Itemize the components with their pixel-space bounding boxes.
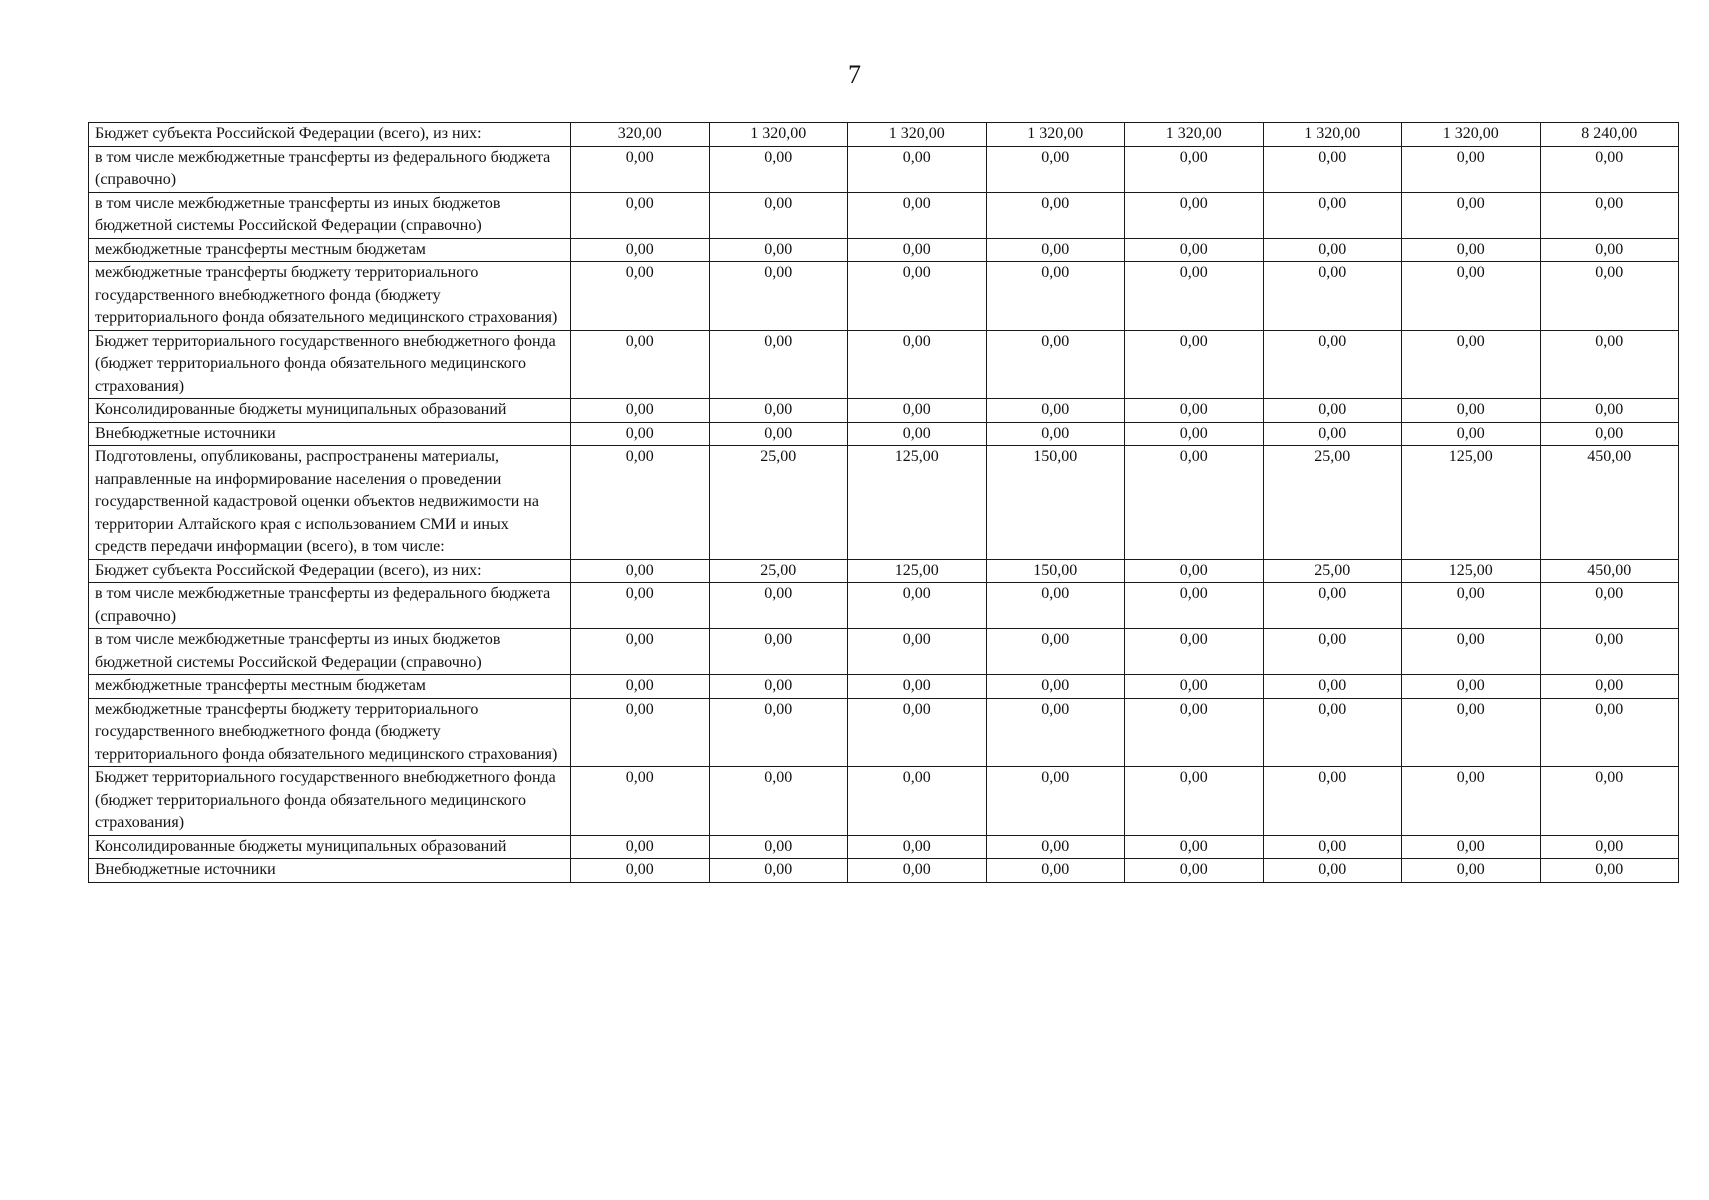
value-cell: 0,00 <box>571 262 710 331</box>
value-cell: 1 320,00 <box>1125 123 1264 147</box>
value-cell: 0,00 <box>571 675 710 699</box>
table-row <box>89 262 1679 331</box>
value-cell: 0,00 <box>986 698 1125 767</box>
value-cell: 0,00 <box>571 146 710 192</box>
value-cell: 0,00 <box>1263 238 1402 262</box>
value-cell: 0,00 <box>986 583 1125 629</box>
value-cell: 0,00 <box>848 629 987 675</box>
value-cell: 150,00 <box>986 559 1125 583</box>
value-cell: 0,00 <box>848 399 987 423</box>
value-cell: 0,00 <box>1540 698 1679 767</box>
row-label: Бюджет территориального государственного внебюджетного фонда (бюджет территориального фонда обязательного медицинского страхования) <box>89 767 571 836</box>
value-cell: 0,00 <box>1540 422 1679 446</box>
value-cell: 0,00 <box>1402 146 1541 192</box>
value-cell: 0,00 <box>848 859 987 883</box>
value-cell: 0,00 <box>1125 835 1264 859</box>
value-cell: 25,00 <box>1263 559 1402 583</box>
value-cell: 0,00 <box>1125 422 1264 446</box>
value-cell: 0,00 <box>1263 767 1402 836</box>
row-label: межбюджетные трансферты бюджету территориального государственного внебюджетного фонда (бюджету территориального фонда обязательного медицинского страхования) <box>89 262 571 331</box>
table-row <box>89 559 1679 583</box>
value-cell: 0,00 <box>1540 629 1679 675</box>
value-cell: 0,00 <box>986 767 1125 836</box>
row-label: межбюджетные трансферты бюджету территориального государственного внебюджетного фонда (бюджету территориального фонда обязательного медицинского страхования) <box>89 698 571 767</box>
table-row <box>89 238 1679 262</box>
value-cell: 1 320,00 <box>1402 123 1541 147</box>
table-row <box>89 192 1679 238</box>
value-cell: 25,00 <box>1263 446 1402 560</box>
value-cell: 0,00 <box>1402 835 1541 859</box>
value-cell: 0,00 <box>1125 583 1264 629</box>
value-cell: 25,00 <box>709 559 848 583</box>
value-cell: 0,00 <box>1263 399 1402 423</box>
value-cell: 0,00 <box>1540 262 1679 331</box>
value-cell: 0,00 <box>571 583 710 629</box>
value-cell: 0,00 <box>1402 859 1541 883</box>
value-cell: 0,00 <box>1263 675 1402 699</box>
table-row <box>89 698 1679 767</box>
value-cell: 125,00 <box>1402 446 1541 560</box>
table-row <box>89 123 1679 147</box>
value-cell: 0,00 <box>571 238 710 262</box>
value-cell: 1 320,00 <box>848 123 987 147</box>
value-cell: 0,00 <box>986 629 1125 675</box>
row-label: межбюджетные трансферты местным бюджетам <box>89 238 571 262</box>
value-cell: 0,00 <box>848 262 987 331</box>
value-cell: 0,00 <box>1125 698 1264 767</box>
value-cell: 0,00 <box>1540 583 1679 629</box>
value-cell: 0,00 <box>1402 262 1541 331</box>
value-cell: 0,00 <box>1540 399 1679 423</box>
value-cell: 0,00 <box>986 146 1125 192</box>
value-cell: 0,00 <box>571 559 710 583</box>
value-cell: 0,00 <box>1263 262 1402 331</box>
table-row <box>89 859 1679 883</box>
budget-table <box>88 122 1679 883</box>
value-cell: 0,00 <box>571 192 710 238</box>
value-cell: 125,00 <box>1402 559 1541 583</box>
value-cell: 1 320,00 <box>986 123 1125 147</box>
value-cell: 0,00 <box>986 192 1125 238</box>
value-cell: 0,00 <box>709 238 848 262</box>
value-cell: 0,00 <box>709 146 848 192</box>
value-cell: 0,00 <box>1540 238 1679 262</box>
value-cell: 0,00 <box>986 399 1125 423</box>
value-cell: 0,00 <box>1402 238 1541 262</box>
table-row <box>89 422 1679 446</box>
value-cell: 0,00 <box>1402 399 1541 423</box>
value-cell: 0,00 <box>986 238 1125 262</box>
row-label: Бюджет территориального государственного внебюджетного фонда (бюджет территориального фонда обязательного медицинского страхования) <box>89 330 571 399</box>
value-cell: 0,00 <box>571 698 710 767</box>
value-cell: 0,00 <box>1263 422 1402 446</box>
value-cell: 0,00 <box>709 675 848 699</box>
value-cell: 8 240,00 <box>1540 123 1679 147</box>
value-cell: 0,00 <box>571 835 710 859</box>
value-cell: 0,00 <box>1540 192 1679 238</box>
table-row <box>89 835 1679 859</box>
row-label: в том числе межбюджетные трансферты из иных бюджетов бюджетной системы Российской Федерации (справочно) <box>89 629 571 675</box>
value-cell: 0,00 <box>1125 399 1264 423</box>
value-cell: 0,00 <box>571 446 710 560</box>
value-cell: 0,00 <box>1263 629 1402 675</box>
value-cell: 0,00 <box>1402 422 1541 446</box>
value-cell: 0,00 <box>1263 146 1402 192</box>
value-cell: 0,00 <box>709 698 848 767</box>
table-row <box>89 767 1679 836</box>
page-number: 7 <box>848 60 861 89</box>
value-cell: 0,00 <box>1263 859 1402 883</box>
row-label: межбюджетные трансферты местным бюджетам <box>89 675 571 699</box>
value-cell: 125,00 <box>848 446 987 560</box>
value-cell: 25,00 <box>709 446 848 560</box>
value-cell: 0,00 <box>986 422 1125 446</box>
row-label: Консолидированные бюджеты муниципальных образований <box>89 835 571 859</box>
value-cell: 0,00 <box>1125 859 1264 883</box>
value-cell: 0,00 <box>848 330 987 399</box>
value-cell: 1 320,00 <box>709 123 848 147</box>
value-cell: 150,00 <box>986 446 1125 560</box>
value-cell: 0,00 <box>1540 675 1679 699</box>
value-cell: 0,00 <box>848 675 987 699</box>
value-cell: 0,00 <box>986 330 1125 399</box>
table-row <box>89 446 1679 560</box>
value-cell: 0,00 <box>1540 146 1679 192</box>
row-label: Подготовлены, опубликованы, распространены материалы, направленные на информирование населения о проведении государственной кадастровой оценки объектов недвижимости на территории Алтайского края с использованием СМИ и иных средств передачи информации (всего), в том числе: <box>89 446 571 560</box>
value-cell: 0,00 <box>1402 583 1541 629</box>
value-cell: 0,00 <box>1125 675 1264 699</box>
value-cell: 0,00 <box>1402 675 1541 699</box>
value-cell: 0,00 <box>1263 330 1402 399</box>
value-cell: 0,00 <box>1402 767 1541 836</box>
value-cell: 0,00 <box>571 399 710 423</box>
value-cell: 0,00 <box>1125 262 1264 331</box>
value-cell: 0,00 <box>571 330 710 399</box>
value-cell: 0,00 <box>1263 192 1402 238</box>
value-cell: 0,00 <box>848 192 987 238</box>
value-cell: 450,00 <box>1540 446 1679 560</box>
value-cell: 0,00 <box>986 675 1125 699</box>
table-row <box>89 629 1679 675</box>
value-cell: 0,00 <box>1125 330 1264 399</box>
value-cell: 0,00 <box>1125 192 1264 238</box>
value-cell: 0,00 <box>571 422 710 446</box>
value-cell: 0,00 <box>709 835 848 859</box>
value-cell: 0,00 <box>1263 698 1402 767</box>
row-label: в том числе межбюджетные трансферты из федерального бюджета (справочно) <box>89 146 571 192</box>
table-row <box>89 146 1679 192</box>
value-cell: 0,00 <box>1125 767 1264 836</box>
value-cell: 0,00 <box>709 192 848 238</box>
table-row <box>89 399 1679 423</box>
row-label: Внебюджетные источники <box>89 859 571 883</box>
value-cell: 0,00 <box>709 767 848 836</box>
value-cell: 0,00 <box>1402 330 1541 399</box>
value-cell: 1 320,00 <box>1263 123 1402 147</box>
value-cell: 0,00 <box>1263 583 1402 629</box>
value-cell: 0,00 <box>709 262 848 331</box>
value-cell: 0,00 <box>709 859 848 883</box>
value-cell: 0,00 <box>986 859 1125 883</box>
value-cell: 0,00 <box>848 146 987 192</box>
value-cell: 0,00 <box>571 767 710 836</box>
row-label: в том числе межбюджетные трансферты из федерального бюджета (справочно) <box>89 583 571 629</box>
value-cell: 0,00 <box>1125 629 1264 675</box>
value-cell: 125,00 <box>848 559 987 583</box>
value-cell: 0,00 <box>1540 835 1679 859</box>
value-cell: 0,00 <box>1125 238 1264 262</box>
value-cell: 0,00 <box>1540 330 1679 399</box>
row-label: Бюджет субъекта Российской Федерации (всего), из них: <box>89 559 571 583</box>
value-cell: 0,00 <box>709 330 848 399</box>
value-cell: 0,00 <box>848 238 987 262</box>
table-row <box>89 583 1679 629</box>
table-row <box>89 675 1679 699</box>
value-cell: 0,00 <box>709 583 848 629</box>
value-cell: 0,00 <box>986 262 1125 331</box>
value-cell: 0,00 <box>848 835 987 859</box>
row-label: Консолидированные бюджеты муниципальных образований <box>89 399 571 423</box>
table-body <box>89 123 1679 883</box>
value-cell: 0,00 <box>986 835 1125 859</box>
value-cell: 0,00 <box>1540 859 1679 883</box>
value-cell: 0,00 <box>1263 835 1402 859</box>
row-label: Внебюджетные источники <box>89 422 571 446</box>
value-cell: 0,00 <box>1402 698 1541 767</box>
value-cell: 0,00 <box>1125 146 1264 192</box>
value-cell: 0,00 <box>848 767 987 836</box>
value-cell: 0,00 <box>1125 559 1264 583</box>
row-label: Бюджет субъекта Российской Федерации (всего), из них: <box>89 123 571 147</box>
value-cell: 0,00 <box>848 422 987 446</box>
value-cell: 0,00 <box>709 422 848 446</box>
value-cell: 0,00 <box>1402 629 1541 675</box>
value-cell: 0,00 <box>848 583 987 629</box>
value-cell: 0,00 <box>1125 446 1264 560</box>
value-cell: 0,00 <box>709 629 848 675</box>
value-cell: 0,00 <box>571 859 710 883</box>
value-cell: 0,00 <box>709 399 848 423</box>
value-cell: 450,00 <box>1540 559 1679 583</box>
value-cell: 0,00 <box>1540 767 1679 836</box>
value-cell: 0,00 <box>848 698 987 767</box>
table-row <box>89 330 1679 399</box>
row-label: в том числе межбюджетные трансферты из иных бюджетов бюджетной системы Российской Федерации (справочно) <box>89 192 571 238</box>
value-cell: 0,00 <box>1402 192 1541 238</box>
value-cell: 320,00 <box>571 123 710 147</box>
value-cell: 0,00 <box>571 629 710 675</box>
